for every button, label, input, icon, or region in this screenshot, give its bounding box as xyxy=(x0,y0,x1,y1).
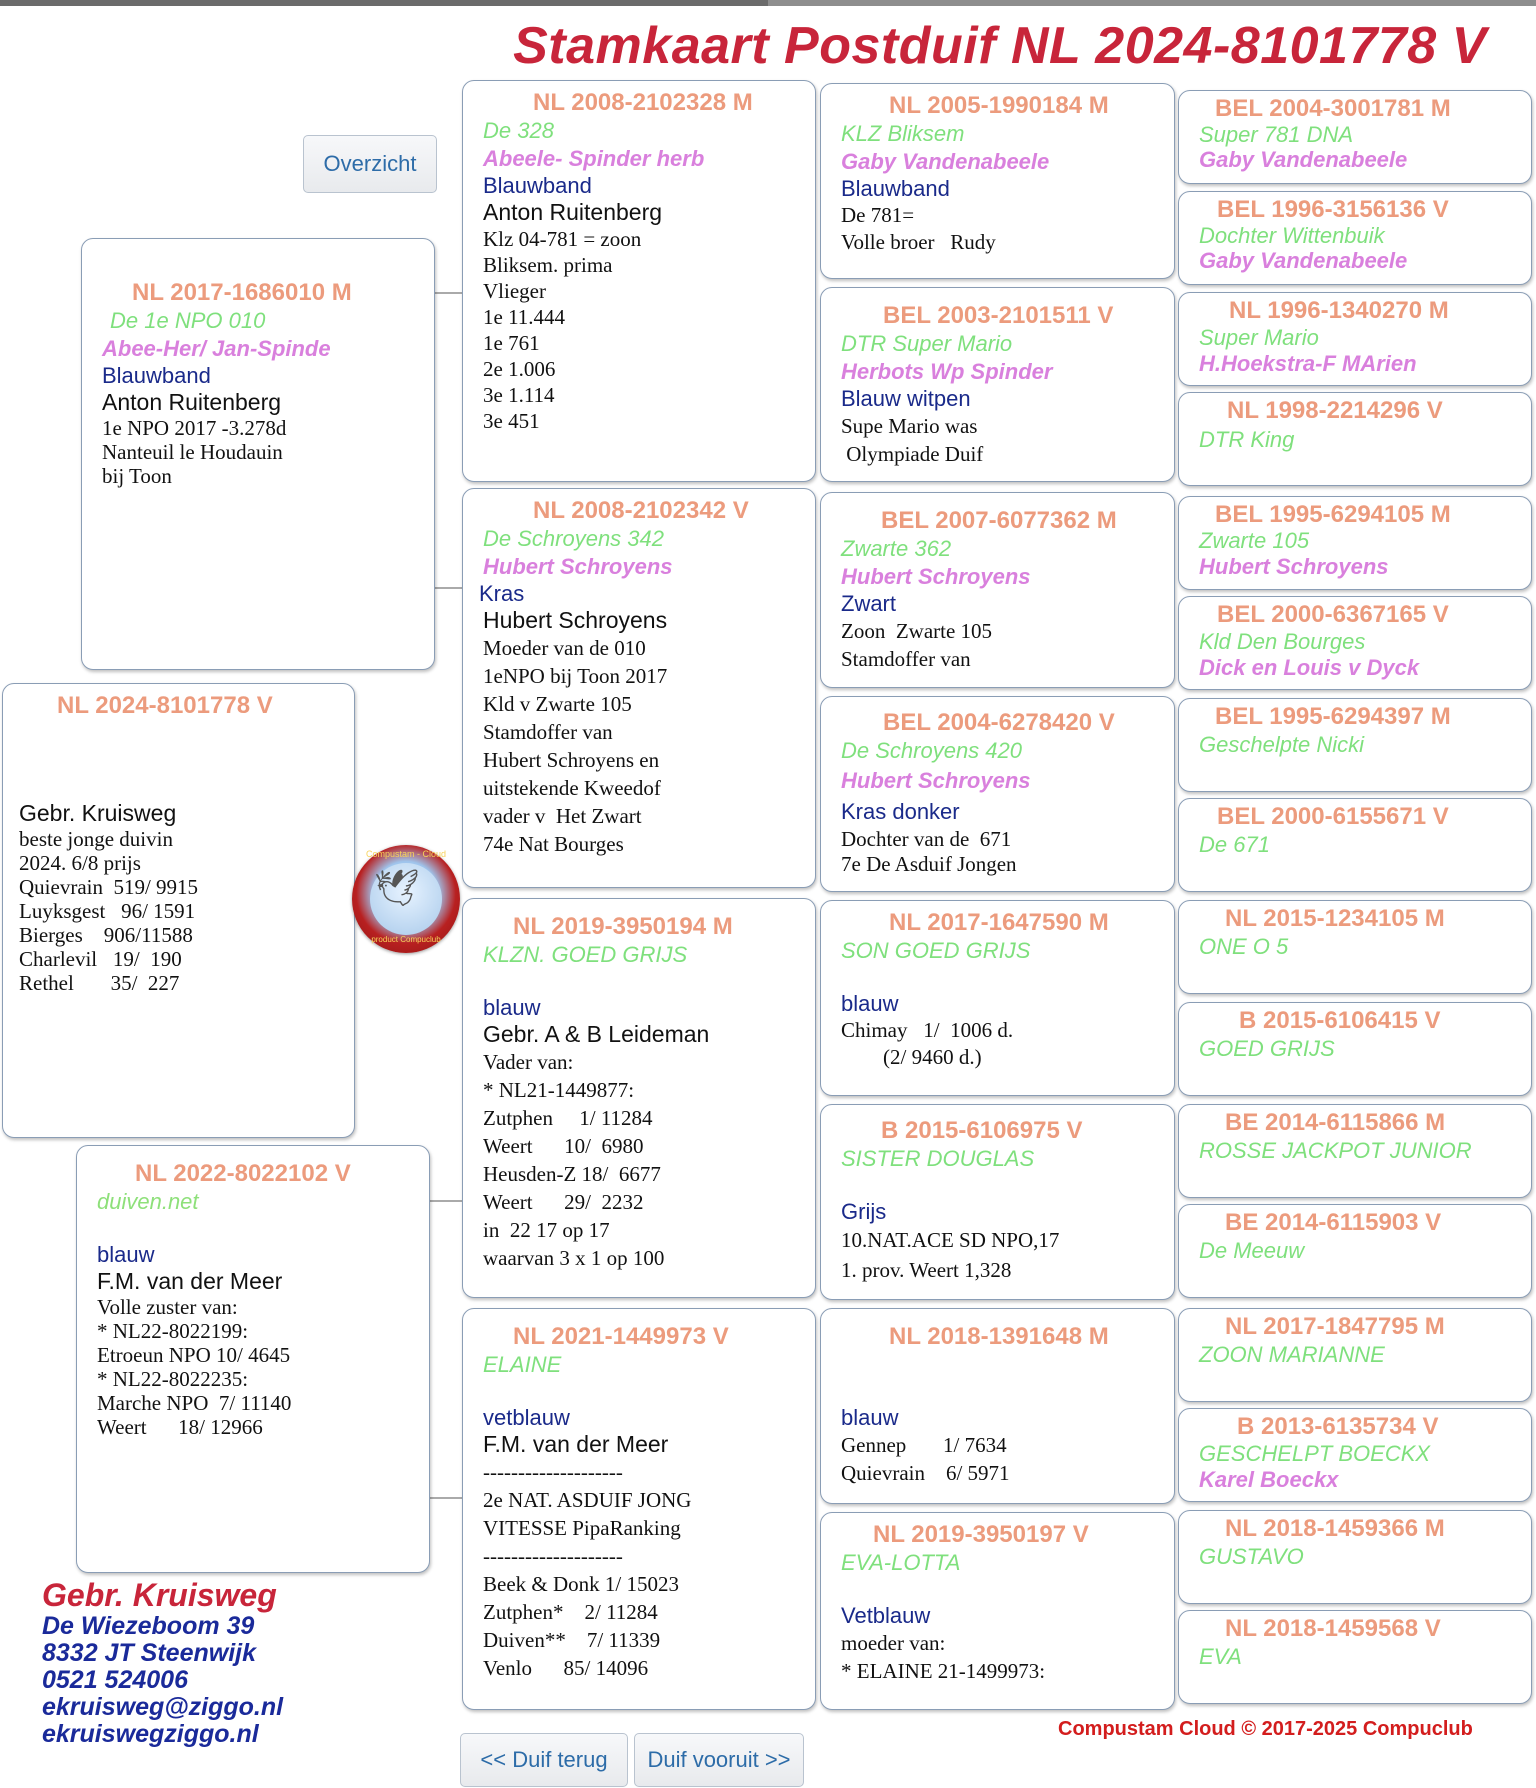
color: Grijs xyxy=(841,1199,887,1224)
top-bar xyxy=(0,0,1536,6)
pigeon-name xyxy=(841,1351,1156,1379)
street: De Wiezeboom 39 xyxy=(42,1612,255,1640)
notes: Zoon Zwarte 105 Stamdoffer van xyxy=(841,619,993,671)
gen4-card[interactable] xyxy=(1178,90,1532,184)
owner-address xyxy=(42,1577,283,1748)
color: vetblauw xyxy=(483,1405,570,1430)
color: Kras xyxy=(479,581,525,606)
pigeon-name: duiven.net xyxy=(97,1189,199,1214)
phone: 0521 524006 xyxy=(42,1666,188,1694)
gen4-card[interactable] xyxy=(1178,1002,1532,1096)
great-grandparent-card[interactable] xyxy=(820,83,1175,279)
pigeon-name: De 671 xyxy=(1199,832,1270,857)
pigeon-name: SISTER DOUGLAS xyxy=(841,1146,1035,1171)
color: Blauw witpen xyxy=(841,386,971,411)
color: Zwart xyxy=(841,591,896,616)
ring-number: BEL 2004-6278420 V xyxy=(883,709,1115,736)
great-grandparent-card[interactable] xyxy=(820,1104,1175,1300)
pigeon-name: De 1e NPO 010 xyxy=(110,308,266,333)
spacer xyxy=(97,1216,411,1242)
notes: Volle zuster van: * NL22-8022199: Etroeun NPO 10/ 4645 * NL22-8022235: Marche NPO 7/ 11140 Weert 18/ 12966 xyxy=(97,1295,292,1439)
gen4-card[interactable] xyxy=(1178,1308,1532,1402)
gen4-card[interactable] xyxy=(1178,392,1532,486)
ring-number: NL 2018-1459568 V xyxy=(1225,1615,1441,1642)
color: Blauwband xyxy=(102,363,211,388)
pigeon-name: De 328 xyxy=(483,118,554,143)
pigeon-name: GESCHELPT BOECKX xyxy=(1199,1441,1431,1466)
breeder: Gebr. A & B Leideman xyxy=(483,1021,710,1047)
gen4-card[interactable] xyxy=(1178,698,1532,792)
owner: Gaby Vandenabeele xyxy=(1199,248,1408,273)
great-grandparent-card[interactable] xyxy=(820,287,1175,482)
ring-number: BEL 2000-6155671 V xyxy=(1217,803,1449,830)
gen4-card[interactable] xyxy=(1178,1204,1532,1298)
notes: 10.NAT.ACE SD NPO,17 1. prov. Weert 1,328 xyxy=(841,1228,1060,1282)
ring-number: BEL 1995-6294105 M xyxy=(1215,501,1451,528)
notes: Klz 04-781 = zoon Bliksem. prima Vlieger 1e 11.444 1e 761 2e 1.006 3e 1.114 3e 451 xyxy=(483,227,642,433)
owner: Abeele- Spinder herb xyxy=(483,146,705,171)
owner: H.Hoekstra-F MArien xyxy=(1199,351,1417,376)
email[interactable]: ekruiswegziggo.nl xyxy=(42,1720,259,1748)
ring-number: BEL 2000-6367165 V xyxy=(1217,601,1449,628)
ring-number: BE 2014-6115903 V xyxy=(1225,1209,1442,1236)
owner: Hubert Schroyens xyxy=(483,554,673,579)
pigeon-name: ELAINE xyxy=(483,1352,562,1377)
owner: Abee-Her/ Jan-Spinde xyxy=(102,336,331,361)
grandparent-card-mm[interactable] xyxy=(462,1308,816,1710)
grandparent-card-fm[interactable] xyxy=(462,488,816,888)
notes: De 781= Volle broer Rudy xyxy=(841,203,996,254)
pigeon-name: EVA xyxy=(1199,1644,1242,1669)
pigeon-name: De Schroyens 420 xyxy=(841,738,1022,763)
logo-text: Compustam - Cloud xyxy=(365,849,447,859)
spacer xyxy=(483,969,797,995)
ring-number: BEL 1996-3156136 V xyxy=(1217,196,1449,223)
pigeon-name: KLZN. GOED GRIJS xyxy=(483,942,688,967)
breeder: Hubert Schroyens xyxy=(483,607,668,633)
ring-number: BEL 2003-2101511 V xyxy=(883,302,1114,329)
connector xyxy=(435,587,463,589)
logo-text: product Compuclub xyxy=(371,935,441,944)
owner: Dick en Louis v Dyck xyxy=(1199,655,1420,680)
ring-number: BEL 2004-3001781 M xyxy=(1215,95,1451,122)
ring-number: NL 2018-1459366 M xyxy=(1225,1515,1445,1542)
mother-card[interactable] xyxy=(76,1145,430,1573)
breeder: Gebr. Kruisweg xyxy=(19,800,177,826)
ring-number: BEL 1995-6294397 M xyxy=(1215,703,1451,730)
pigeon-name: GUSTAVO xyxy=(1199,1544,1304,1569)
ring-number: NL 2017-1647590 M xyxy=(889,909,1109,936)
great-grandparent-card[interactable] xyxy=(820,900,1175,1096)
gen4-card[interactable] xyxy=(1178,292,1532,386)
city: 8332 JT Steenwijk xyxy=(42,1639,257,1667)
breeder: F.M. van der Meer xyxy=(483,1431,669,1457)
ring-number: NL 2015-1234105 M xyxy=(1225,905,1445,932)
pigeon-name: De Meeuw xyxy=(1199,1238,1305,1263)
pigeon-name: Kld Den Bourges xyxy=(1199,629,1366,654)
pigeon-name: Zwarte 105 xyxy=(1199,528,1310,553)
ring-number: BEL 2007-6077362 M xyxy=(881,507,1117,534)
notes: -------------------- 2e NAT. ASDUIF JONG VITESSE PipaRanking -------------------- Beek & Donk 1/ 15023 Zutphen* 2/ 11284 Duiven** 7/ 11339 Venlo 85/ 14096 xyxy=(483,1460,692,1680)
spacer xyxy=(841,1173,1156,1199)
pigeon-name: ROSSE JACKPOT JUNIOR xyxy=(1199,1138,1472,1163)
copyright: Compustam Cloud © 2017-2025 Compuclub xyxy=(1058,1718,1473,1740)
great-grandparent-card[interactable] xyxy=(820,1512,1175,1710)
ring-number: NL 2005-1990184 M xyxy=(889,92,1109,119)
connector xyxy=(430,1200,463,1202)
subject-card[interactable] xyxy=(2,683,355,1138)
pigeon-name: Super Mario xyxy=(1199,325,1319,350)
pigeon-name: EVA-LOTTA xyxy=(841,1550,961,1575)
pigeon-name: DTR King xyxy=(1199,427,1295,452)
pigeon-name: Dochter Wittenbuik xyxy=(1199,223,1385,248)
ring-number: NL 2017-1847795 M xyxy=(1225,1313,1445,1340)
owner: Hubert Schroyens xyxy=(841,768,1031,793)
gen4-card[interactable] xyxy=(1178,596,1532,690)
breeder: Anton Ruitenberg xyxy=(483,199,663,225)
ring-number: NL 2008-2102328 M xyxy=(533,89,753,116)
gen4-card[interactable] xyxy=(1178,191,1532,285)
compustam-logo xyxy=(352,845,460,953)
grandparent-card-mf[interactable] xyxy=(462,898,816,1298)
color: Blauwband xyxy=(483,173,592,198)
owner: Karel Boeckx xyxy=(1199,1467,1339,1492)
owner-name: Gebr. Kruisweg xyxy=(42,1577,277,1613)
ring-number: BE 2014-6115866 M xyxy=(1225,1109,1446,1136)
connector xyxy=(435,292,463,294)
gen4-card[interactable] xyxy=(1178,798,1532,892)
gen4-card[interactable] xyxy=(1178,900,1532,994)
color: blauw xyxy=(841,1405,899,1430)
ring-number: NL 2008-2102342 V xyxy=(533,497,749,524)
great-grandparent-card[interactable] xyxy=(820,492,1175,688)
pigeon-name: Zwarte 362 xyxy=(841,536,952,561)
owner: Gaby Vandenabeele xyxy=(1199,147,1408,172)
breeder: F.M. van der Meer xyxy=(97,1268,283,1294)
notes: moeder van: * ELAINE 21-1499973: xyxy=(841,1631,1046,1683)
notes: Vader van: * NL21-1449877: Zutphen 1/ 11284 Weert 10/ 6980 Heusden-Z 18/ 6677 Weert 29/ 2232 in 22 17 op 17 waarvan 3 x 1 op 100 xyxy=(483,1050,665,1270)
color: blauw xyxy=(841,991,899,1016)
great-grandparent-card[interactable] xyxy=(820,696,1175,892)
owner: Hubert Schroyens xyxy=(1199,554,1389,579)
notes: Moeder van de 010 1eNPO bij Toon 2017 Kld v Zwarte 105 Stamdoffer van Hubert Schroyens en uitstekende Kweedof vader v Het Zwart 74e Nat Bourges xyxy=(483,636,668,856)
ring-number: NL 1996-1340270 M xyxy=(1229,297,1449,324)
color: Kras donker xyxy=(841,799,960,824)
notes: Gennep 1/ 7634 Quievrain 6/ 5971 xyxy=(841,1433,1010,1485)
ring-number: NL 2017-1686010 M xyxy=(132,279,352,306)
forward-button[interactable]: Duif vooruit >> xyxy=(634,1733,804,1787)
owner: Hubert Schroyens xyxy=(841,564,1031,589)
owner: Gaby Vandenabeele xyxy=(841,149,1050,174)
pigeon-name: SON GOED GRIJS xyxy=(841,938,1031,963)
pigeon-name: GOED GRIJS xyxy=(1199,1036,1335,1061)
notes: Supe Mario was Olympiade Duif xyxy=(841,414,984,466)
color: Blauwband xyxy=(841,176,950,201)
page-title: Stamkaart Postduif NL 2024-8101778 V xyxy=(513,17,1487,75)
pigeon-name: De Schroyens 342 xyxy=(483,526,664,551)
pigeon-name: DTR Super Mario xyxy=(841,331,1013,356)
connector xyxy=(430,1497,463,1499)
pigeon-name: ZOON MARIANNE xyxy=(1199,1342,1385,1367)
pigeon-icon: 🕊 xyxy=(374,867,420,908)
ring-number: NL 2022-8022102 V xyxy=(135,1160,351,1187)
color: Vetblauw xyxy=(841,1603,931,1628)
color: blauw xyxy=(483,995,541,1020)
spacer xyxy=(483,1379,797,1405)
spacer xyxy=(841,1379,1156,1405)
pigeon-name: Super 781 DNA xyxy=(1199,122,1354,147)
grandparent-card-ff[interactable] xyxy=(462,80,816,482)
top-bar-highlight xyxy=(768,0,1536,6)
notes: Chimay 1/ 1006 d. (2/ 9460 d.) xyxy=(841,1018,1014,1069)
ring-number: NL 2024-8101778 V xyxy=(57,692,273,719)
gen4-card[interactable] xyxy=(1178,496,1532,590)
spacer xyxy=(841,965,1156,991)
ring-number: B 2015-6106415 V xyxy=(1239,1007,1441,1034)
gen4-card[interactable] xyxy=(1178,1610,1532,1704)
notes: 1e NPO 2017 -3.278d Nanteuil le Houdauin bij Toon xyxy=(102,416,287,488)
pigeon-name: ONE O 5 xyxy=(1199,934,1289,959)
great-grandparent-card[interactable] xyxy=(820,1308,1175,1504)
notes: beste jonge duivin 2024. 6/8 prijs Quievrain 519/ 9915 Luyksgest 96/ 1591 Bierges 906/11588 Charlevil 19/ 190 Rethel 35/ 227 xyxy=(19,827,199,995)
ring-number: NL 1998-2214296 V xyxy=(1227,397,1443,424)
ring-number: NL 2019-3950197 V xyxy=(873,1521,1089,1548)
gen4-card[interactable] xyxy=(1178,1408,1532,1502)
father-card[interactable] xyxy=(81,238,435,670)
notes: Dochter van de 671 7e De Asduif Jongen xyxy=(841,827,1017,876)
color: blauw xyxy=(97,1242,155,1267)
breeder: Anton Ruitenberg xyxy=(102,389,282,415)
gen4-card[interactable] xyxy=(1178,1104,1532,1198)
pigeon-name: Geschelpte Nicki xyxy=(1199,732,1365,757)
ring-number: B 2013-6135734 V xyxy=(1237,1413,1439,1440)
spacer xyxy=(841,1577,1156,1603)
email[interactable]: ekruisweg@ziggo.nl xyxy=(42,1693,284,1721)
gen4-card[interactable] xyxy=(1178,1510,1532,1604)
owner: Herbots Wp Spinder xyxy=(841,359,1053,384)
pigeon-name: KLZ Bliksem xyxy=(841,121,965,146)
ring-number: B 2015-6106975 V xyxy=(881,1117,1083,1144)
ring-number: NL 2021-1449973 V xyxy=(513,1323,729,1350)
back-button[interactable]: << Duif terug xyxy=(460,1733,628,1787)
overview-button[interactable]: Overzicht xyxy=(303,135,437,193)
ring-number: NL 2019-3950194 M xyxy=(513,913,733,940)
ring-number: NL 2018-1391648 M xyxy=(889,1323,1109,1350)
